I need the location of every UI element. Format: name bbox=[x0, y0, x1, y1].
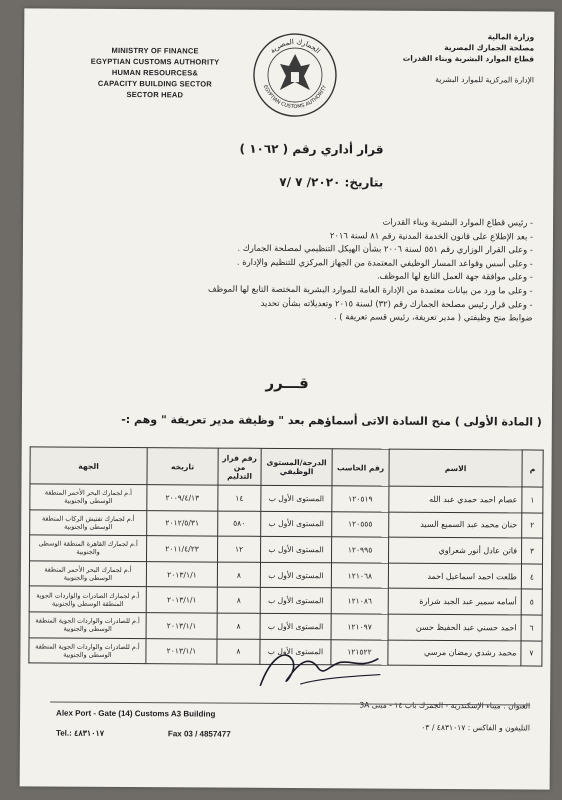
preamble-line: - وعلى قرار رئيس مصلحة الجمارك رقم (٣٢) لسنة ٢٠١٥ وتعديلاته بشأن تحديد bbox=[260, 297, 533, 310]
col-header-decision-no: رقم قرار من التدليم bbox=[218, 448, 261, 485]
table-row bbox=[30, 535, 543, 564]
seal-arabic-text: الجمارك المصرية bbox=[268, 37, 322, 56]
cell-entity: أ.م لجمارك الصادرات والواردات الجوية المنطقة الوسطى والجنوبية bbox=[29, 586, 146, 612]
signature bbox=[240, 638, 390, 699]
cell-name: حنان محمد عبد السميع السيد bbox=[389, 512, 522, 538]
preamble bbox=[62, 214, 533, 326]
preamble-line: - وعلى القرار الوزاري رقم ٥٥١ لسنة ٢٠٠٦ بشأن الهيكل التنظيمي لمصلحة الجمارك . bbox=[237, 242, 533, 255]
cell-entity: أ.م لجمارك البحر الأحمر المنطقة الوسطى والجنوبية bbox=[30, 484, 147, 510]
preamble-line: ضوابط منح وظيفتي ( مدير تعريفة، رئيس قسم تعريفة ) . bbox=[333, 311, 533, 323]
appointees-table bbox=[28, 446, 543, 666]
cell-name: طلعت احمد اسماعيل احمد bbox=[388, 563, 521, 589]
col-header-date: تاريخه bbox=[147, 448, 218, 485]
col-header-computer-no: رقم الحاسب bbox=[332, 449, 389, 486]
cell-decision-no: ١٢ bbox=[218, 536, 261, 562]
cell-date: ٢٠١١/٤/٢٣ bbox=[147, 536, 218, 562]
cell-computer-no: ١٢١٠٦٨ bbox=[331, 563, 388, 589]
cell-level: المستوى الأول ب bbox=[260, 588, 331, 614]
cell-entity: أ.م لجمارك تفتيش الركاب المنطقة الوسطى والجنوبية bbox=[30, 510, 147, 536]
footer-tel: Tel.: ٤٨٣١٠١٧ bbox=[55, 728, 105, 738]
preamble-line: - وعلى موافقة جهة العمل التابع لها الموظف. bbox=[377, 270, 533, 282]
cell-date: ٢٠١٣/١/١ bbox=[146, 561, 217, 587]
cell-name: محمد رشدي رمضان مرسي bbox=[388, 640, 521, 666]
header-ar-line: قطاع الموارد البشرية وبناء القدرات bbox=[402, 53, 535, 64]
cell-decision-no: ٥٨٠ bbox=[218, 511, 261, 537]
header-en-line: EGYPTIAN CUSTOMS AUTHORITY bbox=[90, 56, 220, 67]
header-ar-dept: الإدارة المركزية للموارد البشرية bbox=[435, 74, 534, 85]
customs-seal-logo bbox=[252, 32, 339, 119]
table-row bbox=[29, 586, 542, 615]
cell-no: ٤ bbox=[521, 564, 542, 590]
cell-level: المستوى الأول ب bbox=[260, 613, 331, 639]
cell-no: ٥ bbox=[521, 589, 542, 615]
cell-name: عصام احمد حمدي عبد الله bbox=[389, 486, 522, 512]
header-english bbox=[60, 45, 250, 101]
preamble-line: - رئيس قطاع الموارد البشرية وبناء القدرات bbox=[382, 216, 534, 228]
preamble-line: - بعد الإطلاع على قانون الخدمة المدنية رقم ٨١ لسنة ٢٠١٦ bbox=[329, 229, 534, 242]
decision-title: قرار أداري رقم ( ١٠٦٢ ) bbox=[239, 141, 384, 157]
decision-date: بتاريخ: ٢٠٢٠/ ٧ /٧ bbox=[279, 174, 384, 190]
preamble-line: - وعلى ما ورد من بيانات معتمدة من الإدارة العامة للموارد البشرية المختصة التابع لها الموظف bbox=[208, 283, 533, 296]
cell-no: ٧ bbox=[521, 640, 542, 666]
cell-level: المستوى الأول ب bbox=[261, 537, 332, 563]
header-en-line: MINISTRY OF FINANCE bbox=[111, 45, 199, 56]
cell-computer-no: ١٢٠٥٥٥ bbox=[332, 511, 389, 537]
header-en-line: HUMAN RESOURCES& bbox=[111, 67, 199, 78]
footer-fax: Fax 03 / 4857477 bbox=[167, 729, 231, 739]
cell-decision-no: ١٤ bbox=[218, 485, 261, 511]
header-en-line: SECTOR HEAD bbox=[126, 90, 184, 100]
col-header-name: الاسم bbox=[389, 449, 522, 487]
cell-entity: أ.م لجمارك البحر الأحمر المنطقة الوسطى والجنوبية bbox=[29, 561, 146, 587]
table-row bbox=[29, 561, 542, 590]
footer-address-arabic: العنوان : ميناء الإسكندرية - الجمرك باب ١٤ - مبنى 3A bbox=[359, 700, 531, 711]
cell-entity: أ.م للصادرات والواردات الجوية المنطقة الوسطى والجنوبية bbox=[29, 637, 146, 663]
cell-name: فاتن عادل أنور شعراوي bbox=[389, 537, 522, 563]
cell-decision-no: ٨ bbox=[217, 587, 260, 613]
header-arabic bbox=[364, 30, 534, 85]
svg-text:الجمارك المصرية bbox=[269, 38, 322, 55]
footer-address-english: Alex Port - Gate (14) Customs A3 Building bbox=[56, 708, 216, 719]
cell-level: المستوى الأول ب bbox=[260, 562, 331, 588]
cell-no: ٦ bbox=[521, 615, 542, 641]
preamble-line: - وعلى أسس وقواعد المسار الوظيفي المعتمدة من الجهاز المركزي للتنظيم والإدارة . bbox=[236, 256, 533, 269]
cell-computer-no: ١٢٠٩٩٥ bbox=[332, 537, 389, 563]
col-header-level: الدرجة/المستوى الوظيفي bbox=[261, 448, 332, 485]
decision-document bbox=[20, 8, 555, 789]
cell-name: أسامه سمير عبد الجيد شرارة bbox=[388, 588, 521, 614]
cell-decision-no: ٨ bbox=[217, 562, 260, 588]
cell-level: المستوى الأول ب bbox=[261, 511, 332, 537]
cell-date: ٢٠١٢/٥/٣١ bbox=[147, 510, 218, 536]
cell-entity: أ.م للصادرات والواردات الجوية المنطقة الوسطى والجنوبية bbox=[29, 612, 146, 638]
col-header-no: م bbox=[522, 450, 543, 487]
cell-no: ١ bbox=[522, 487, 543, 513]
table-row bbox=[29, 612, 542, 641]
cell-level: المستوى الأول ب bbox=[261, 485, 332, 511]
header-ar-line: وزارة المالية bbox=[487, 32, 535, 42]
cell-decision-no: ٨ bbox=[217, 613, 260, 639]
decree-heading: قـــرر bbox=[265, 373, 309, 393]
cell-date: ٢٠٠٩/٤/١٣ bbox=[147, 485, 218, 511]
cell-name: احمد حسني عبد الحفيظ حسن bbox=[388, 614, 521, 640]
cell-no: ٢ bbox=[522, 513, 543, 539]
header-en-line: CAPACITY BUILDING SECTOR bbox=[97, 78, 212, 89]
cell-entity: أ.م لجمارك القاهرة المنطقة الوسطى والجنوبية bbox=[30, 535, 147, 561]
cell-date: ٢٠١٣/١/١ bbox=[146, 587, 217, 613]
cell-date: ٢٠١٣/١/١ bbox=[146, 638, 217, 664]
cell-level: المستوى الأول ب bbox=[260, 639, 331, 665]
header-ar-line: مصلحة الجمارك المصرية bbox=[444, 42, 535, 53]
table-row bbox=[30, 510, 543, 539]
svg-text:EGYPTIAN CUSTOMS AUTHORITY bbox=[262, 83, 329, 110]
cell-decision-no: ٨ bbox=[217, 639, 260, 665]
table-row bbox=[30, 484, 543, 513]
col-header-entity: الجهة bbox=[30, 447, 147, 485]
cell-no: ٣ bbox=[521, 538, 542, 564]
cell-computer-no: ١٢١٠٩٧ bbox=[331, 614, 388, 640]
cell-computer-no: ١٢١٠٨٦ bbox=[331, 588, 388, 614]
article-one-heading: ( المادة الأولى ) منح السادة الاتى أسماؤهم بعد " وظيفة مدير تعريفة " وهم :- bbox=[121, 412, 542, 429]
table-header-row bbox=[30, 447, 543, 487]
cell-date: ٢٠١٣/١/١ bbox=[146, 613, 217, 639]
cell-computer-no: ١٢٠٥١٩ bbox=[332, 486, 389, 512]
seal-english-text: EGYPTIAN CUSTOMS AUTHORITY bbox=[261, 84, 328, 111]
footer-phone-arabic: التليفون و الفاكس : ٤٨٣١٠١٧ / ٠٣ bbox=[421, 722, 531, 733]
cell-computer-no: ١٢١٥٢٢ bbox=[331, 639, 388, 665]
